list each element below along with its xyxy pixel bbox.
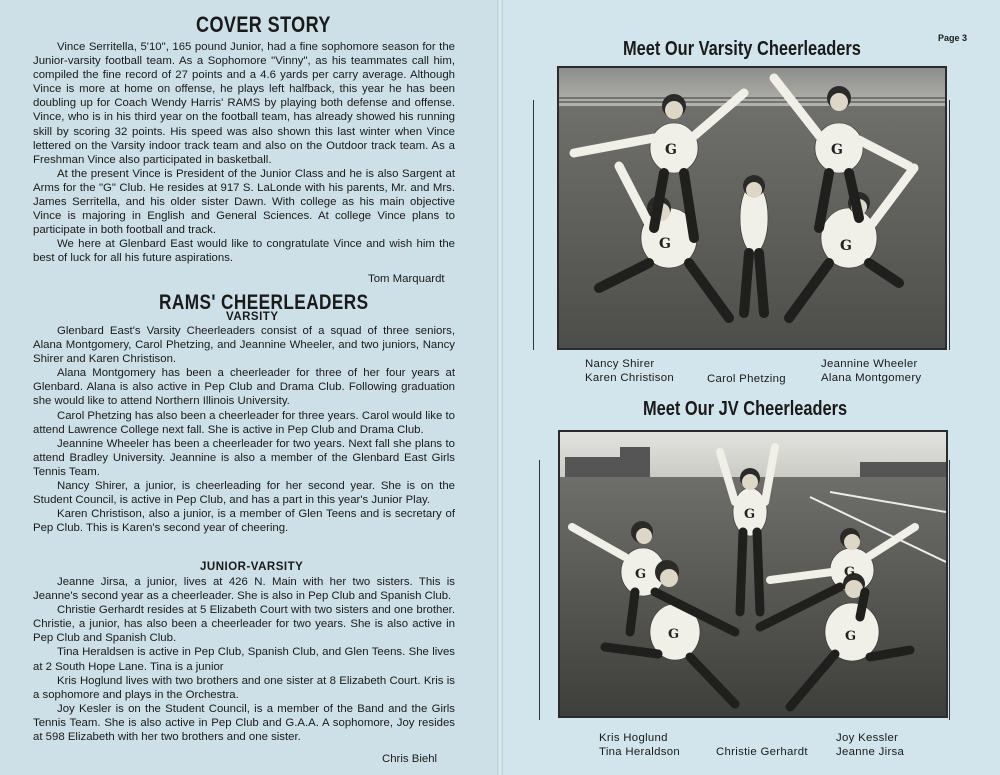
svg-text:G: G: [845, 629, 857, 644]
left-rule: [539, 460, 540, 720]
right-rule: [949, 100, 950, 350]
caption-name: Jeanne Jirsa: [836, 746, 905, 758]
varsity-paragraph: Nancy Shirer, a junior, is cheerleading for her second year. She is on the Student Council, is active in Pep Club, and has a part in this year's Junior Play.: [33, 480, 455, 507]
svg-text:G: G: [844, 565, 856, 580]
varsity-subheading: VARSITY: [226, 311, 279, 323]
varsity-paragraph: Carol Phetzing has also been a cheerleader for three years. Carol would like to attend Lawrence College next fall. She is active in Pep Club and Drama Club.: [33, 409, 455, 436]
varsity-cheerleaders-photo: [557, 66, 947, 350]
jv-cheerleaders-photo: [558, 430, 948, 718]
varsity-photo-graphic: [559, 68, 945, 348]
svg-text:G: G: [744, 507, 756, 522]
right-page: [503, 0, 1000, 775]
jv-caption-right: [836, 731, 904, 759]
rams-cheerleaders-title: RAMS' CHEERLEADERS: [159, 291, 369, 314]
cover-paragraph: We here at Glenbard East would like to congratulate Vince and wish him the best of luck for all his future aspirations.: [33, 238, 455, 265]
svg-text:G: G: [840, 238, 852, 254]
varsity-caption-center: Carol Phetzing: [707, 373, 786, 385]
jv-author: Chris Biehl: [382, 753, 438, 765]
cover-story-body: [33, 40, 455, 266]
jv-paragraph: Joy Kesler is on the Student Council, is a member of the Band and the Girls Tennis Team. She is also active in Pep Club and G.A.A. A sophomore, Joy resides at 598 Elizabeth with her two brothers and one sister.: [33, 702, 455, 744]
varsity-paragraph: Jeannine Wheeler has been a cheerleader for two years. Next fall she plans to attend Bradley University. Jeannine is also a member of the Glenbard East Girls Tennis Team.: [33, 437, 455, 478]
svg-text:G: G: [665, 142, 677, 158]
left-page: [0, 0, 497, 775]
cover-paragraph: Vince Serritella, 5'10", 165 pound Junior, had a fine sophomore season for the Junior-varsity football team. As a Sophomore "Vinny", as his teammates call him, compiled the fine record of 27 points and a 4.6 yards per carry average. Although Vince is more at home on offense, he plays left halfback, this year he has been doubling up for Coach Wendy Harris' RAMS by playing both defense and offense. Vince, who is in his third year on the football team, has already showed his running skill by scoring 32 points. His speed was also shown this last winter when Vince lettered on the Varsity indoor track team and also on the Outdoor track team. As a Freshman Vince also participated in basketball.: [33, 41, 455, 166]
varsity-photo-title: Meet Our Varsity Cheerleaders: [623, 38, 861, 60]
caption-name: Kris Hoglund: [599, 732, 668, 744]
jv-paragraph: Tina Heraldsen is active in Pep Club, Spanish Club, and Glen Teens. She lives at 2 South Hope Lane. Tina is a junior: [33, 646, 455, 673]
jv-paragraph: Jeanne Jirsa, a junior, lives at 426 N. Main with her two sisters. This is Jeanne's second year as a cheerleader. She is also in Pep Club and Spanish Club.: [33, 576, 455, 603]
svg-text:G: G: [668, 627, 680, 642]
jv-caption-center: Christie Gerhardt: [716, 746, 808, 758]
page-number: Page 3: [938, 33, 968, 43]
svg-text:G: G: [635, 567, 647, 582]
caption-name: Tina Heraldson: [599, 746, 681, 758]
cover-story-title: COVER STORY: [196, 12, 331, 37]
right-rule: [949, 460, 950, 720]
varsity-caption-right: [821, 357, 921, 385]
caption-name: Karen Christison: [585, 372, 675, 384]
jv-paragraph: Christie Gerhardt resides at 5 Elizabeth Court with two sisters and one brother. Christie, a junior, has also been a cheerleader for two years. She is also active in Pep Club and Spanish Club.: [33, 604, 455, 645]
varsity-paragraph: Glenbard East's Varsity Cheerleaders consist of a squad of three seniors, Alana Montgomery, Carol Phetzing, and Jeannine Wheeler, and two juniors, Nancy Shirer and Karen Christison.: [33, 325, 455, 366]
junior-varsity-subheading: JUNIOR-VARSITY: [200, 561, 304, 573]
varsity-caption-left: [585, 357, 674, 385]
cover-paragraph: At the present Vince is President of the Junior Class and he is also Sargent at Arms for the "G" Club. He resides at 917 S. LaLonde with his parents, Mr. and Mrs. James Serritella, and his older sister Dawn. With college as his main objective Vince is majoring in English and General Sciences. At college Vince plans to participate in both football and track.: [33, 167, 455, 237]
caption-name: Alana Montgomery: [821, 372, 922, 384]
jv-caption-left: [599, 731, 680, 759]
varsity-paragraph: Karen Christison, also a junior, is a member of Glen Teens and is secretary of Pep Club. This is Karen's second year of cheering.: [33, 508, 455, 535]
jv-body: [33, 575, 455, 744]
varsity-body: [33, 324, 455, 535]
caption-name: Joy Kessler: [836, 732, 899, 744]
svg-text:G: G: [659, 236, 671, 252]
varsity-paragraph: Alana Montgomery has been a cheerleader for three of her four years at Glenbard. Alana is also active in Pep Club and Drama Club. Following graduation she would like to attend Northern Illinois University.: [33, 367, 455, 408]
left-rule: [533, 100, 534, 350]
caption-name: Nancy Shirer: [585, 358, 655, 370]
jv-photo-graphic: [560, 432, 946, 716]
jv-paragraph: Kris Hoglund lives with two brothers and one sister at 8 Elizabeth Court. Kris is a sophomore and plays in the Orchestra.: [33, 674, 455, 701]
svg-text:G: G: [831, 142, 843, 158]
jv-photo-title: Meet Our JV Cheerleaders: [643, 398, 848, 420]
cover-author: Tom Marquardt: [368, 273, 445, 285]
caption-name: Jeannine Wheeler: [821, 358, 918, 370]
